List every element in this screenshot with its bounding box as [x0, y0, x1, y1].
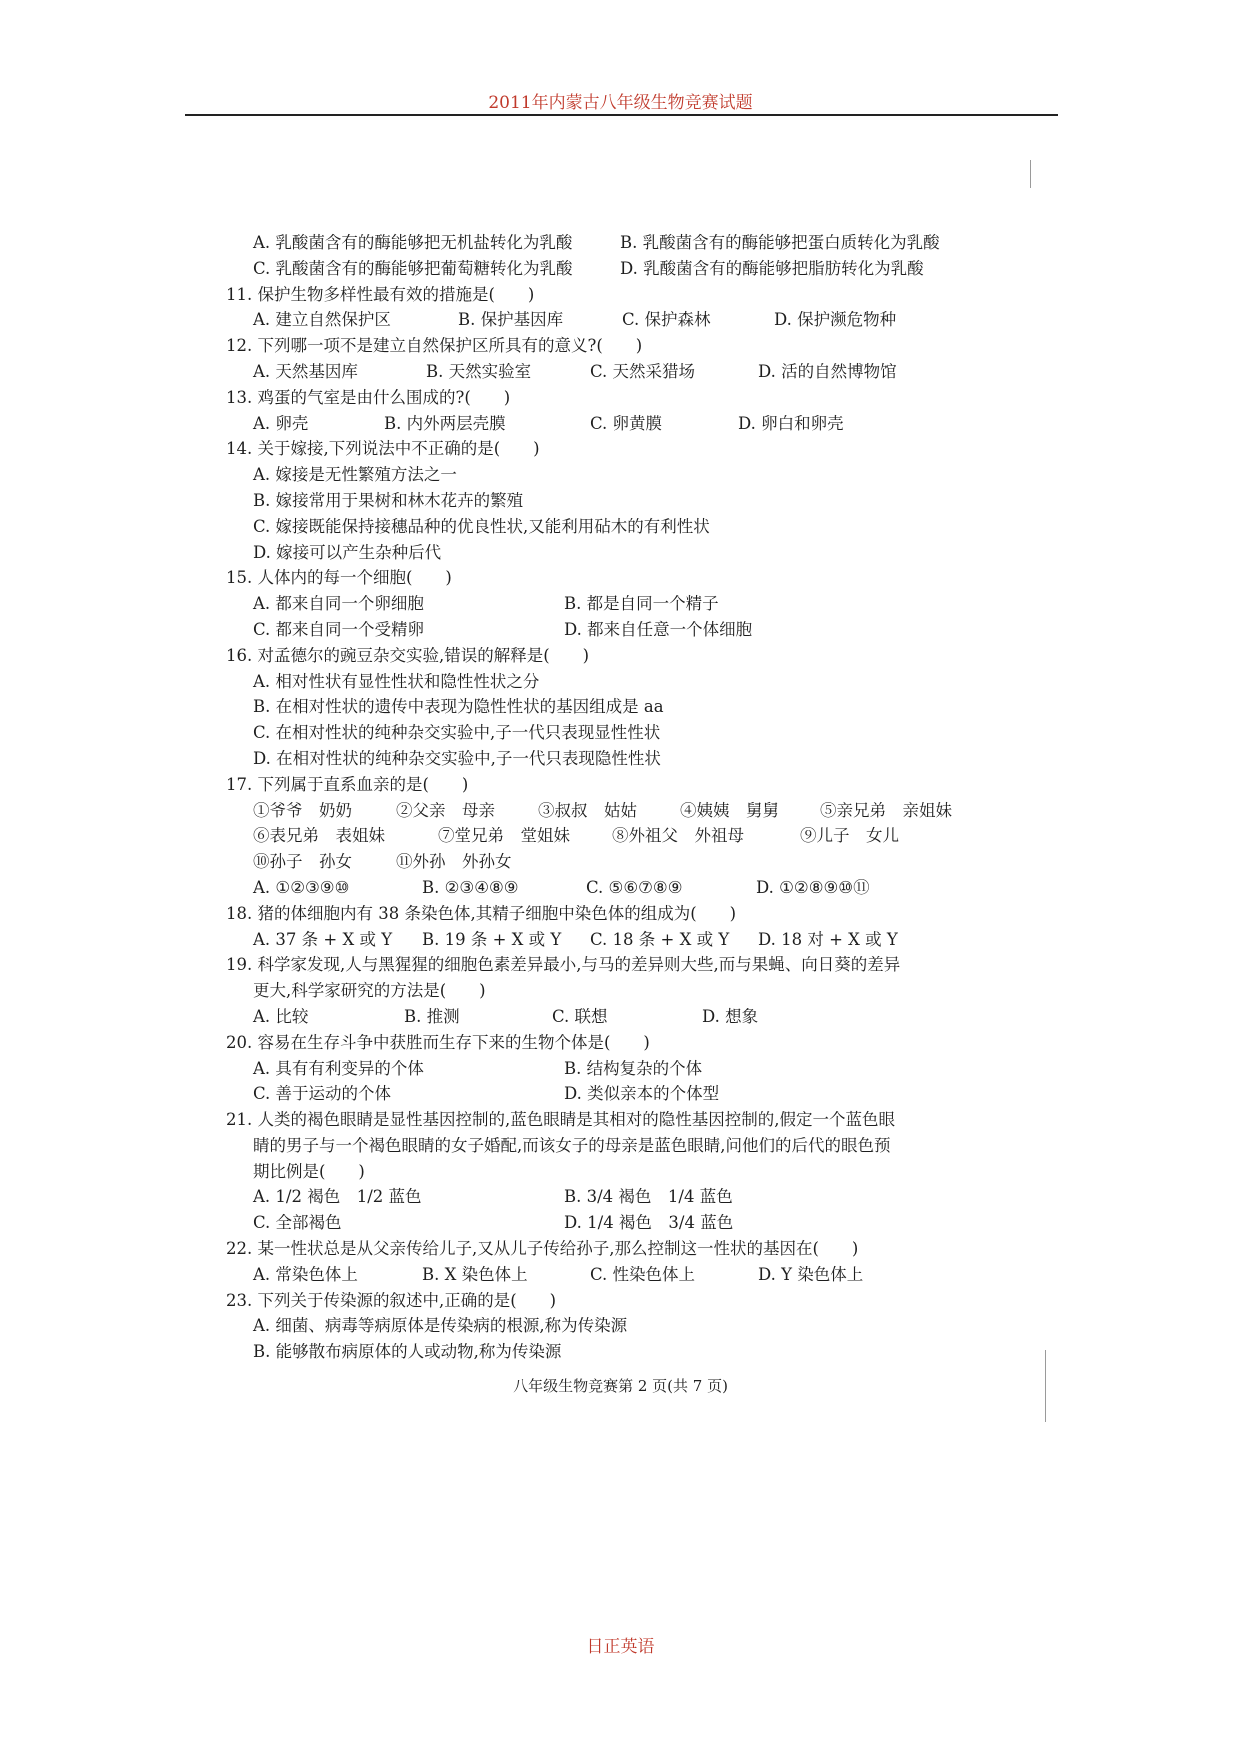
q12-option-b: B. 天然实验室	[426, 361, 532, 381]
q21-stem-line2: 睛的男子与一个褐色眼睛的女子婚配,而该女子的母亲是蓝色眼睛,问他们的后代的眼色预	[253, 1135, 891, 1155]
q17-items-row1	[226, 798, 986, 824]
q21-options-row1	[226, 1184, 986, 1210]
header-rule	[185, 114, 1058, 116]
q15-option-b: B. 都是自同一个精子	[564, 594, 719, 614]
q16-option-c: C. 在相对性状的纯种杂交实验中,子一代只表现显性性状	[253, 723, 661, 743]
q15-stem: 15. 人体内的每一个细胞( )	[226, 568, 452, 588]
q17-option-a: A. ①②③⑨⑩	[253, 877, 350, 897]
q12-option-a: A. 天然基因库	[253, 361, 358, 381]
q17-item: ②父亲 母亲	[396, 800, 495, 820]
q23-stem: 23. 下列关于传染源的叙述中,正确的是( )	[226, 1290, 557, 1310]
q13-option-c: C. 卵黄膜	[590, 413, 663, 433]
q21-option-c: C. 全部褐色	[253, 1213, 342, 1233]
q15-options-row2	[226, 617, 986, 643]
q19-stem-line1: 19. 科学家发现,人与黑猩猩的细胞色素差异最小,与马的差异则大些,而与果蝇、向日葵的差异	[226, 955, 901, 975]
q17-options	[226, 875, 986, 901]
q19-options	[226, 1004, 986, 1030]
q18-stem: 18. 猪的体细胞内有 38 条染色体,其精子细胞中染色体的组成为( )	[226, 903, 737, 923]
q16-stem: 16. 对孟德尔的豌豆杂交实验,错误的解释是( )	[226, 645, 590, 665]
q21-options-row2	[226, 1210, 986, 1236]
q15-option-d: D. 都来自任意一个体细胞	[564, 619, 753, 639]
q13-stem: 13. 鸡蛋的气室是由什么围成的?( )	[226, 387, 511, 407]
q13-options	[226, 411, 986, 437]
q21-option-d: D. 1/4 褐色 3/4 蓝色	[564, 1213, 734, 1233]
q15-option-c: C. 都来自同一个受精卵	[253, 619, 425, 639]
q19-option-b: B. 推测	[404, 1006, 460, 1026]
question-body	[226, 230, 986, 1365]
q20-options-row2	[226, 1081, 986, 1107]
q20-option-b: B. 结构复杂的个体	[564, 1058, 703, 1078]
q17-item: ③叔叔 姑姑	[538, 800, 637, 820]
q17-option-c: C. ⑤⑥⑦⑧⑨	[586, 877, 683, 897]
q12-stem: 12. 下列哪一项不是建立自然保护区所具有的意义?( )	[226, 336, 643, 356]
q18-options	[226, 927, 986, 953]
q17-item: ⑥表兄弟 表姐妹	[253, 826, 385, 846]
q22-options	[226, 1262, 986, 1288]
q13-option-b: B. 内外两层壳膜	[384, 413, 506, 433]
q11-option-c: C. 保护森林	[622, 310, 711, 330]
q12-options	[226, 359, 986, 385]
q12-option-c: C. 天然采猎场	[590, 361, 696, 381]
q17-stem: 17. 下列属于直系血亲的是( )	[226, 774, 469, 794]
q12-option-d: D. 活的自然博物馆	[758, 361, 897, 381]
q14-option-b: B. 嫁接常用于果树和林木花卉的繁殖	[253, 490, 524, 510]
q14-option-a: A. 嫁接是无性繁殖方法之一	[253, 465, 457, 485]
q10-option-row	[226, 256, 986, 282]
q21-stem-line1: 21. 人类的褐色眼睛是显性基因控制的,蓝色眼睛是其相对的隐性基因控制的,假定一个蓝色眼	[226, 1110, 895, 1130]
q10-option-a: A. 乳酸菌含有的酶能够把无机盐转化为乳酸	[253, 233, 573, 252]
scan-mark-top	[1030, 160, 1031, 188]
q20-option-c: C. 善于运动的个体	[253, 1084, 392, 1104]
q22-option-b: B. X 染色体上	[422, 1264, 528, 1284]
q17-item: ⑪外孙 外孙女	[396, 852, 512, 872]
q20-stem: 20. 容易在生存斗争中获胜而生存下来的生物个体是( )	[226, 1032, 650, 1052]
q19-stem-line2: 更大,科学家研究的方法是( )	[253, 981, 486, 1001]
q17-items-row2	[226, 823, 986, 849]
q10-option-c: C. 乳酸菌含有的酶能够把葡萄糖转化为乳酸	[253, 258, 573, 278]
q16-option-a: A. 相对性状有显性性状和隐性性状之分	[253, 671, 540, 691]
q17-item: ⑨儿子 女儿	[800, 826, 899, 846]
q18-option-d: D. 18 对 + X 或 Y	[758, 929, 898, 949]
q17-item: ①爷爷 奶奶	[253, 800, 352, 820]
q17-item: ⑤亲兄弟 亲姐妹	[820, 800, 952, 820]
q17-option-d: D. ①②⑧⑨⑩⑪	[756, 877, 870, 897]
q14-stem: 14. 关于嫁接,下列说法中不正确的是( )	[226, 439, 540, 459]
q20-option-a: A. 具有有利变异的个体	[253, 1058, 424, 1078]
q15-options-row1	[226, 591, 986, 617]
q21-option-b: B. 3/4 褐色 1/4 蓝色	[564, 1187, 733, 1207]
q18-option-a: A. 37 条 + X 或 Y	[253, 929, 393, 949]
q10-option-d: D. 乳酸菌含有的酶能够把脂肪转化为乳酸	[620, 258, 924, 278]
q15-option-a: A. 都来自同一个卵细胞	[253, 594, 424, 614]
q19-option-c: C. 联想	[552, 1006, 608, 1026]
q17-option-b: B. ②③④⑧⑨	[422, 877, 519, 897]
q11-option-b: B. 保护基因库	[458, 310, 564, 330]
q10-option-row	[226, 230, 986, 256]
q19-option-d: D. 想象	[702, 1006, 759, 1026]
q13-option-d: D. 卵白和卵壳	[738, 413, 844, 433]
q19-option-a: A. 比较	[253, 1006, 309, 1026]
q11-option-a: A. 建立自然保护区	[253, 310, 391, 330]
q18-option-c: C. 18 条 + X 或 Y	[590, 929, 730, 949]
q18-option-b: B. 19 条 + X 或 Y	[422, 929, 562, 949]
q17-item: ⑧外祖父 外祖母	[612, 826, 744, 846]
q10-option-b: B. 乳酸菌含有的酶能够把蛋白质转化为乳酸	[620, 233, 940, 252]
q11-stem: 11. 保护生物多样性最有效的措施是( )	[226, 284, 535, 304]
q14-option-d: D. 嫁接可以产生杂种后代	[253, 542, 442, 562]
q21-stem-line3: 期比例是( )	[253, 1161, 365, 1181]
q17-item: ⑩孙子 孙女	[253, 852, 352, 872]
q16-option-b: B. 在相对性状的遗传中表现为隐性性状的基因组成是 aa	[253, 697, 664, 717]
q17-item: ⑦堂兄弟 堂姐妹	[438, 826, 570, 846]
q22-option-d: D. Y 染色体上	[758, 1264, 864, 1284]
q11-options	[226, 307, 986, 333]
page-footer: 日正英语	[586, 1637, 655, 1657]
q22-option-c: C. 性染色体上	[590, 1264, 696, 1284]
q23-option-b: B. 能够散布病原体的人或动物,称为传染源	[253, 1342, 562, 1362]
q22-stem: 22. 某一性状总是从父亲传给儿子,又从儿子传给孙子,那么控制这一性状的基因在( )	[226, 1239, 859, 1259]
q20-options-row1	[226, 1056, 986, 1082]
q17-items-row3	[226, 849, 986, 875]
q13-option-a: A. 卵壳	[253, 413, 309, 433]
page-number: 八年级生物竞赛第 2 页(共 7 页)	[513, 1377, 728, 1395]
q22-option-a: A. 常染色体上	[253, 1264, 358, 1284]
page-header-title: 2011年内蒙古八年级生物竞赛试题	[488, 93, 753, 113]
q16-option-d: D. 在相对性状的纯种杂交实验中,子一代只表现隐性性状	[253, 748, 661, 768]
q14-option-c: C. 嫁接既能保持接穗品种的优良性状,又能利用砧木的有利性状	[253, 516, 710, 536]
q11-option-d: D. 保护濒危物种	[774, 310, 897, 330]
q20-option-d: D. 类似亲本的个体型	[564, 1084, 720, 1104]
q23-option-a: A. 细菌、病毒等病原体是传染病的根源,称为传染源	[253, 1316, 628, 1336]
q17-item: ④姨姨 舅舅	[680, 800, 779, 820]
q21-option-a: A. 1/2 褐色 1/2 蓝色	[253, 1187, 422, 1207]
